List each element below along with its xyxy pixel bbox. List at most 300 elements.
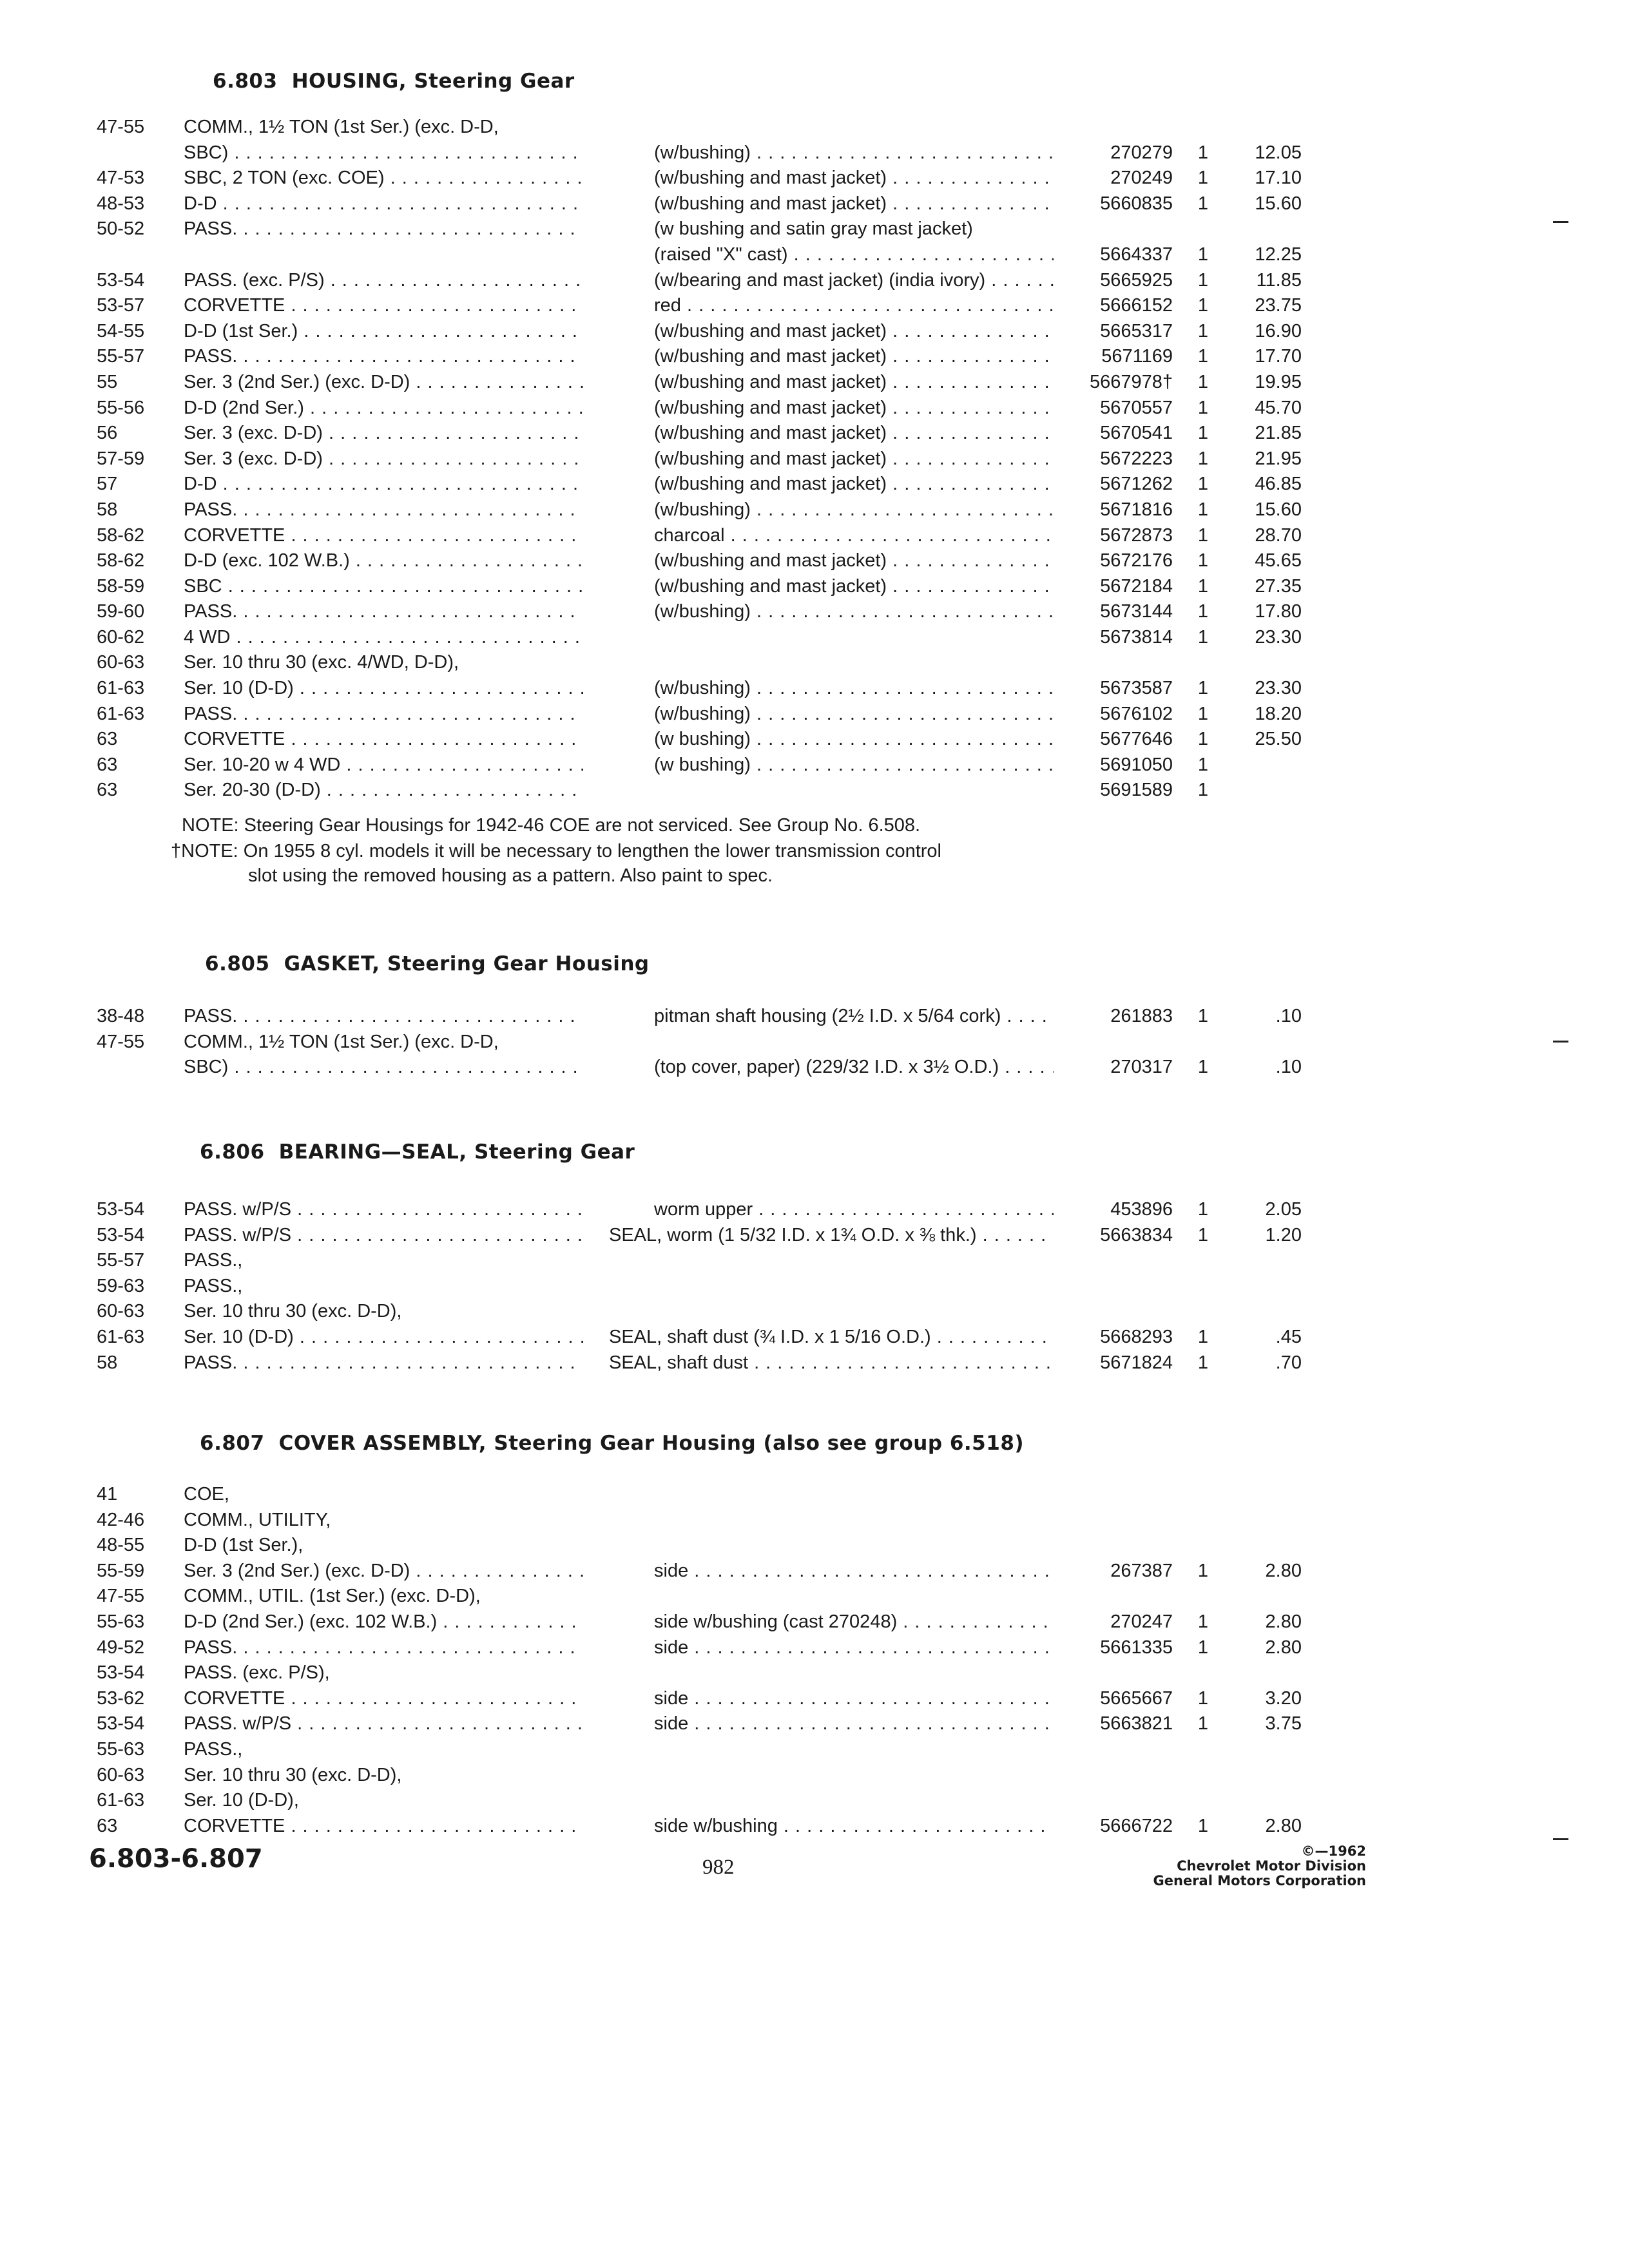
model-name: PASS. . . . xyxy=(184,1350,583,1376)
quantity: 1 xyxy=(1197,703,1209,724)
quantity: 1 xyxy=(1197,244,1209,265)
part-number: 270249 xyxy=(1110,168,1173,189)
quantity: 1 xyxy=(1197,1637,1209,1658)
part-number: 5670557 xyxy=(1100,397,1173,418)
table-row xyxy=(0,1788,1629,1814)
part-number: 453896 xyxy=(1110,1199,1173,1220)
part-description: side w/bushing (cast 270248) . . . xyxy=(654,1610,1054,1635)
quantity: 1 xyxy=(1197,754,1209,775)
section-number: 6.806 xyxy=(200,1140,265,1164)
model-name: PASS., xyxy=(184,1275,243,1296)
model-name: Ser. 20-30 (D-D) . . . xyxy=(184,778,583,803)
model-year: 60-63 xyxy=(97,1301,145,1322)
part-number: 5661335 xyxy=(1100,1637,1173,1658)
table-row xyxy=(0,702,1629,727)
model-name: COMM., UTIL. (1st Ser.) (exc. D-D), xyxy=(184,1586,481,1607)
price: 25.50 xyxy=(1255,729,1302,750)
model-year: 49-52 xyxy=(97,1637,145,1658)
section-title: HOUSING, Steering Gear xyxy=(291,70,575,93)
part-number: 270247 xyxy=(1110,1611,1173,1632)
price: .10 xyxy=(1275,1006,1302,1026)
price: 23.30 xyxy=(1255,678,1302,699)
table-row xyxy=(0,1223,1629,1249)
table-row xyxy=(0,523,1629,549)
quantity: 1 xyxy=(1197,678,1209,699)
table-row xyxy=(0,1711,1629,1737)
model-name: CORVETTE . . . xyxy=(184,293,583,319)
table-row xyxy=(0,1814,1629,1840)
model-year: 47-55 xyxy=(97,117,145,137)
table-row xyxy=(0,344,1629,370)
model-year: 55-57 xyxy=(97,1250,145,1271)
quantity: 1 xyxy=(1197,1006,1209,1026)
section-heading-6-807 xyxy=(200,1432,1024,1455)
section-heading-6-805 xyxy=(205,952,650,975)
table-row xyxy=(0,676,1629,702)
quantity: 1 xyxy=(1197,1057,1209,1078)
note-line: slot using the removed housing as a pattern. Also paint to spec. xyxy=(248,865,773,886)
group-range: 6.803-6.807 xyxy=(89,1844,263,1874)
model-year: 61-63 xyxy=(97,703,145,724)
part-description: (w/bushing and mast jacket) . . . xyxy=(654,574,1054,600)
table-row xyxy=(0,1248,1629,1274)
part-description: (top cover, paper) (229/32 I.D. x 3½ O.D.) . . . xyxy=(654,1055,1054,1081)
part-description: (w/bushing and mast jacket) . . . xyxy=(654,396,1054,421)
price: 12.05 xyxy=(1255,142,1302,163)
quantity: 1 xyxy=(1197,575,1209,597)
table-row xyxy=(0,1686,1629,1712)
part-description: (w/bushing and mast jacket) . . . xyxy=(654,472,1054,497)
table-row xyxy=(0,497,1629,523)
part-number: 5664337 xyxy=(1100,244,1173,265)
table-row xyxy=(0,1508,1629,1533)
price: 45.65 xyxy=(1255,550,1302,572)
margin-mark xyxy=(1553,1041,1568,1043)
part-description: (w/bushing) . . . xyxy=(654,702,1054,727)
model-name: PASS. w/P/S . . . xyxy=(184,1223,583,1249)
model-year: 55-63 xyxy=(97,1611,145,1632)
corporation-name: General Motors Corporation xyxy=(1153,1873,1366,1888)
part-number: 5668293 xyxy=(1100,1326,1173,1347)
model-name: SBC, 2 TON (exc. COE) . . . xyxy=(184,166,583,191)
quantity: 1 xyxy=(1197,193,1209,214)
model-name: CORVETTE . . . xyxy=(184,1814,583,1840)
section-rows-6-803 xyxy=(0,115,1629,803)
price: 45.70 xyxy=(1255,397,1302,418)
table-row xyxy=(0,1635,1629,1661)
part-description: side w/bushing . . . xyxy=(654,1814,1054,1840)
model-name: CORVETTE . . . xyxy=(184,523,583,549)
part-description: (w/bushing) . . . xyxy=(654,497,1054,523)
table-row xyxy=(0,548,1629,574)
model-name: PASS., xyxy=(184,1738,243,1760)
table-row xyxy=(0,1660,1629,1686)
table-row xyxy=(0,421,1629,447)
part-number: 5691050 xyxy=(1100,754,1173,775)
model-year: 61-63 xyxy=(97,1790,145,1811)
price: 3.75 xyxy=(1265,1713,1302,1735)
quantity: 1 xyxy=(1197,1199,1209,1220)
part-description: (raised "X" cast) . . . xyxy=(654,242,1054,268)
part-description: (w bushing and satin gray mast jacket) xyxy=(654,218,973,240)
section-title: COVER ASSEMBLY, Steering Gear Housing (also see group 6.518) xyxy=(278,1432,1025,1455)
model-year: 63 xyxy=(97,780,118,801)
quantity: 1 xyxy=(1197,1815,1209,1836)
model-year: 61-63 xyxy=(97,1326,145,1347)
model-year: 61-63 xyxy=(97,678,145,699)
model-name: PASS. . . . xyxy=(184,344,583,370)
part-description: (w/bushing and mast jacket) . . . xyxy=(654,421,1054,447)
part-description: (w/bushing) . . . xyxy=(654,140,1054,166)
note-line: †NOTE: On 1955 8 cyl. models it will be necessary to lengthen the lower transmission control xyxy=(171,841,941,861)
table-row xyxy=(0,370,1629,396)
price: 3.20 xyxy=(1265,1687,1302,1709)
price: 12.25 xyxy=(1255,244,1302,265)
table-row xyxy=(0,1004,1629,1030)
price: .70 xyxy=(1275,1352,1302,1373)
part-description: charcoal . . . xyxy=(654,523,1054,549)
price: 16.90 xyxy=(1255,320,1302,341)
price: 46.85 xyxy=(1255,474,1302,495)
table-row xyxy=(0,1763,1629,1789)
price: 2.80 xyxy=(1265,1637,1302,1658)
table-row xyxy=(0,574,1629,600)
quantity: 1 xyxy=(1197,499,1209,520)
copyright: ©—1962 xyxy=(1301,1843,1366,1859)
part-number: 5665667 xyxy=(1100,1687,1173,1709)
model-year: 56 xyxy=(97,423,118,444)
price: 21.85 xyxy=(1255,423,1302,444)
quantity: 1 xyxy=(1197,1687,1209,1709)
model-name: PASS. (exc. P/S) . . . xyxy=(184,268,583,294)
part-number: 270317 xyxy=(1110,1057,1173,1078)
model-year: 63 xyxy=(97,729,118,750)
model-name: CORVETTE . . . xyxy=(184,1686,583,1712)
model-year: 53-54 xyxy=(97,1224,145,1245)
model-name: D-D (1st Ser.), xyxy=(184,1535,304,1556)
quantity: 1 xyxy=(1197,601,1209,622)
table-row xyxy=(0,1274,1629,1300)
model-name: COE, xyxy=(184,1484,229,1504)
model-year: 58-59 xyxy=(97,575,145,597)
model-year: 55 xyxy=(97,371,118,392)
table-row xyxy=(0,1584,1629,1610)
model-year: 53-54 xyxy=(97,269,145,291)
model-year: 63 xyxy=(97,754,118,775)
model-year: 47-55 xyxy=(97,1586,145,1607)
table-row xyxy=(0,1055,1629,1081)
section-heading-6-806 xyxy=(200,1140,635,1164)
model-name: Ser. 10 (D-D) . . . xyxy=(184,1325,583,1350)
part-description: side . . . xyxy=(654,1559,1054,1584)
part-number: 5671169 xyxy=(1101,346,1173,367)
table-row xyxy=(0,447,1629,472)
model-name: PASS. . . . xyxy=(184,497,583,523)
quantity: 1 xyxy=(1197,1352,1209,1373)
part-number: 5672176 xyxy=(1100,550,1173,572)
part-description: (w/bushing and mast jacket) . . . xyxy=(654,548,1054,574)
model-year: 55-63 xyxy=(97,1738,145,1760)
quantity: 1 xyxy=(1197,1224,1209,1245)
section-rows-6-807 xyxy=(0,1482,1629,1839)
model-year: 59-60 xyxy=(97,601,145,622)
quantity: 1 xyxy=(1197,168,1209,189)
model-name: Ser. 3 (exc. D-D) . . . xyxy=(184,447,583,472)
model-year: 42-46 xyxy=(97,1509,145,1530)
table-row xyxy=(0,778,1629,803)
price: 18.20 xyxy=(1255,703,1302,724)
model-name: Ser. 10 thru 30 (exc. 4/WD, D-D), xyxy=(184,652,459,673)
model-year: 47-55 xyxy=(97,1031,145,1052)
part-number: 270279 xyxy=(1110,142,1173,163)
model-year: 48-55 xyxy=(97,1535,145,1556)
note-line: NOTE: Steering Gear Housings for 1942-46 COE are not serviced. See Group No. 6.508. xyxy=(182,815,921,836)
part-description: SEAL, shaft dust . . . xyxy=(609,1350,1054,1376)
part-number: 5673144 xyxy=(1100,601,1173,622)
price: 23.30 xyxy=(1255,626,1302,648)
model-year: 38-48 xyxy=(97,1006,145,1026)
quantity: 1 xyxy=(1197,423,1209,444)
part-description: red . . . xyxy=(654,293,1054,319)
price: 11.85 xyxy=(1256,269,1302,291)
quantity: 1 xyxy=(1197,474,1209,495)
model-year: 58 xyxy=(97,1352,118,1373)
quantity: 1 xyxy=(1197,448,1209,469)
table-row xyxy=(0,1325,1629,1350)
table-row xyxy=(0,1610,1629,1635)
model-name: SBC) . . . xyxy=(184,1055,583,1081)
part-description: (w/bushing and mast jacket) . . . xyxy=(654,319,1054,345)
part-number: 5672873 xyxy=(1100,524,1173,546)
part-number: 5665925 xyxy=(1100,269,1173,291)
price: 28.70 xyxy=(1255,524,1302,546)
quantity: 1 xyxy=(1197,269,1209,291)
table-row xyxy=(0,625,1629,651)
part-description: pitman shaft housing (2½ I.D. x 5/64 cork) . . . xyxy=(654,1004,1054,1030)
model-name: PASS. . . . xyxy=(184,1635,583,1661)
part-number: 5691589 xyxy=(1100,780,1173,801)
model-year: 60-62 xyxy=(97,626,145,648)
part-number: 5672184 xyxy=(1100,575,1173,597)
model-year: 55-59 xyxy=(97,1560,145,1581)
section-title: GASKET, Steering Gear Housing xyxy=(284,952,650,975)
quantity: 1 xyxy=(1197,397,1209,418)
quantity: 1 xyxy=(1197,295,1209,316)
table-row xyxy=(0,396,1629,421)
part-number: 5663821 xyxy=(1100,1713,1173,1735)
model-year: 58-62 xyxy=(97,524,145,546)
model-name: D-D . . . xyxy=(184,472,583,497)
quantity: 1 xyxy=(1197,626,1209,648)
section-number: 6.807 xyxy=(200,1432,265,1455)
quantity: 1 xyxy=(1197,1713,1209,1735)
part-description: SEAL, shaft dust (¾ I.D. x 1 5/16 O.D.) . . . xyxy=(609,1325,1054,1350)
model-name: D-D . . . xyxy=(184,191,583,217)
model-year: 53-54 xyxy=(97,1199,145,1220)
model-name: Ser. 10 thru 30 (exc. D-D), xyxy=(184,1764,402,1785)
price: 15.60 xyxy=(1255,499,1302,520)
model-year: 48-53 xyxy=(97,193,145,214)
part-number: 5673814 xyxy=(1100,626,1173,648)
part-number: 261883 xyxy=(1110,1006,1173,1026)
model-name: PASS. w/P/S . . . xyxy=(184,1197,583,1223)
price: 21.95 xyxy=(1255,448,1302,469)
part-description: side . . . xyxy=(654,1635,1054,1661)
model-year: 47-53 xyxy=(97,168,145,189)
margin-mark xyxy=(1553,221,1568,223)
part-number: 5676102 xyxy=(1100,703,1173,724)
price: 2.05 xyxy=(1265,1199,1302,1220)
margin-mark xyxy=(1553,1838,1568,1840)
table-row xyxy=(0,1197,1629,1223)
quantity: 1 xyxy=(1197,1326,1209,1347)
model-name: COMM., UTILITY, xyxy=(184,1509,331,1530)
part-description: (w/bushing and mast jacket) . . . xyxy=(654,166,1054,191)
model-name: Ser. 10 (D-D) . . . xyxy=(184,676,583,702)
quantity: 1 xyxy=(1197,729,1209,750)
price: 2.80 xyxy=(1265,1815,1302,1836)
part-number: 5665317 xyxy=(1100,320,1173,341)
part-number: 5670541 xyxy=(1100,423,1173,444)
table-row xyxy=(0,650,1629,676)
quantity: 1 xyxy=(1197,320,1209,341)
table-row xyxy=(0,166,1629,191)
model-year: 60-63 xyxy=(97,1764,145,1785)
model-name: SBC . . . xyxy=(184,574,583,600)
price: 2.80 xyxy=(1265,1560,1302,1581)
table-row xyxy=(0,599,1629,625)
model-name: D-D (1st Ser.) . . . xyxy=(184,319,583,345)
table-row xyxy=(0,115,1629,140)
part-description: side . . . xyxy=(654,1711,1054,1737)
part-description: SEAL, worm (1 5/32 I.D. x 1¾ O.D. x ⅜ thk.) . . . xyxy=(609,1223,1054,1249)
model-name: PASS. . . . xyxy=(184,216,583,242)
part-description: (w bushing) . . . xyxy=(654,753,1054,778)
part-number: 5663834 xyxy=(1100,1224,1173,1245)
part-description: side . . . xyxy=(654,1686,1054,1712)
model-year: 55-57 xyxy=(97,346,145,367)
model-name: Ser. 3 (exc. D-D) . . . xyxy=(184,421,583,447)
model-name: 4 WD . . . xyxy=(184,625,583,651)
model-year: 41 xyxy=(97,1484,118,1504)
part-description: (w/bushing) . . . xyxy=(654,676,1054,702)
quantity: 1 xyxy=(1197,371,1209,392)
part-description: (w/bushing) . . . xyxy=(654,599,1054,625)
model-name: SBC) . . . xyxy=(184,140,583,166)
table-row xyxy=(0,1559,1629,1584)
table-row xyxy=(0,1533,1629,1559)
table-row xyxy=(0,216,1629,242)
section-rows-6-806 xyxy=(0,1197,1629,1376)
model-name: PASS. . . . xyxy=(184,702,583,727)
model-year: 53-62 xyxy=(97,1687,145,1709)
model-year: 53-57 xyxy=(97,295,145,316)
section-heading-6-803 xyxy=(213,70,575,93)
part-number: 267387 xyxy=(1110,1560,1173,1581)
table-row xyxy=(0,242,1629,268)
part-number: 5666152 xyxy=(1100,295,1173,316)
price: 1.20 xyxy=(1265,1224,1302,1245)
model-name: COMM., 1½ TON (1st Ser.) (exc. D-D, xyxy=(184,1031,499,1052)
part-number: 5660835 xyxy=(1100,193,1173,214)
model-name: PASS. w/P/S . . . xyxy=(184,1711,583,1737)
part-number: 5671824 xyxy=(1100,1352,1173,1373)
model-name: PASS., xyxy=(184,1250,243,1271)
quantity: 1 xyxy=(1197,780,1209,801)
table-row xyxy=(0,140,1629,166)
division-name: Chevrolet Motor Division xyxy=(1177,1858,1366,1874)
quantity: 1 xyxy=(1197,1560,1209,1581)
model-year: 50-52 xyxy=(97,218,145,240)
model-name: D-D (2nd Ser.) . . . xyxy=(184,396,583,421)
model-name: PASS. (exc. P/S), xyxy=(184,1662,330,1684)
table-row xyxy=(0,319,1629,345)
part-number: 5666722 xyxy=(1100,1815,1173,1836)
model-name: Ser. 3 (2nd Ser.) (exc. D-D) . . . xyxy=(184,1559,583,1584)
price: 15.60 xyxy=(1255,193,1302,214)
model-name: Ser. 10 thru 30 (exc. D-D), xyxy=(184,1301,402,1322)
table-row xyxy=(0,753,1629,778)
model-name: CORVETTE . . . xyxy=(184,727,583,753)
table-row xyxy=(0,1299,1629,1325)
model-year: 53-54 xyxy=(97,1662,145,1684)
model-year: 59-63 xyxy=(97,1275,145,1296)
part-number: 5671816 xyxy=(1100,499,1173,520)
part-description: (w/bushing and mast jacket) . . . xyxy=(654,344,1054,370)
table-row xyxy=(0,1482,1629,1508)
model-year: 57 xyxy=(97,474,118,495)
price: 17.70 xyxy=(1255,346,1302,367)
model-name: Ser. 3 (2nd Ser.) (exc. D-D) . . . xyxy=(184,370,583,396)
price: 2.80 xyxy=(1265,1611,1302,1632)
model-year: 53-54 xyxy=(97,1713,145,1735)
model-year: 58 xyxy=(97,499,118,520)
model-name: D-D (2nd Ser.) (exc. 102 W.B.) . . . xyxy=(184,1610,583,1635)
model-year: 57-59 xyxy=(97,448,145,469)
model-year: 60-63 xyxy=(97,652,145,673)
table-row xyxy=(0,1350,1629,1376)
price: 17.80 xyxy=(1255,601,1302,622)
part-number: 5667978† xyxy=(1089,371,1173,392)
part-number: 5677646 xyxy=(1100,729,1173,750)
section-number: 6.803 xyxy=(213,70,278,93)
quantity: 1 xyxy=(1197,1611,1209,1632)
table-row xyxy=(0,1030,1629,1055)
part-description: (w/bearing and mast jacket) (india ivory) . . . xyxy=(654,268,1054,294)
table-row xyxy=(0,472,1629,497)
model-name: Ser. 10-20 w 4 WD . . . xyxy=(184,753,583,778)
part-description: (w/bushing and mast jacket) . . . xyxy=(654,370,1054,396)
price: .45 xyxy=(1275,1326,1302,1347)
table-row xyxy=(0,727,1629,753)
part-number: 5672223 xyxy=(1100,448,1173,469)
part-description: (w/bushing and mast jacket) . . . xyxy=(654,447,1054,472)
part-description: (w/bushing and mast jacket) . . . xyxy=(654,191,1054,217)
part-description: worm upper . . . xyxy=(654,1197,1054,1223)
part-description: (w bushing) . . . xyxy=(654,727,1054,753)
price: 27.35 xyxy=(1255,575,1302,597)
model-year: 58-62 xyxy=(97,550,145,572)
model-name: D-D (exc. 102 W.B.) . . . xyxy=(184,548,583,574)
section-number: 6.805 xyxy=(205,952,270,975)
model-name: Ser. 10 (D-D), xyxy=(184,1790,299,1811)
price: .10 xyxy=(1275,1057,1302,1078)
price: 17.10 xyxy=(1255,168,1302,189)
table-row xyxy=(0,191,1629,217)
quantity: 1 xyxy=(1197,524,1209,546)
model-name: COMM., 1½ TON (1st Ser.) (exc. D-D, xyxy=(184,117,499,137)
price: 23.75 xyxy=(1255,295,1302,316)
